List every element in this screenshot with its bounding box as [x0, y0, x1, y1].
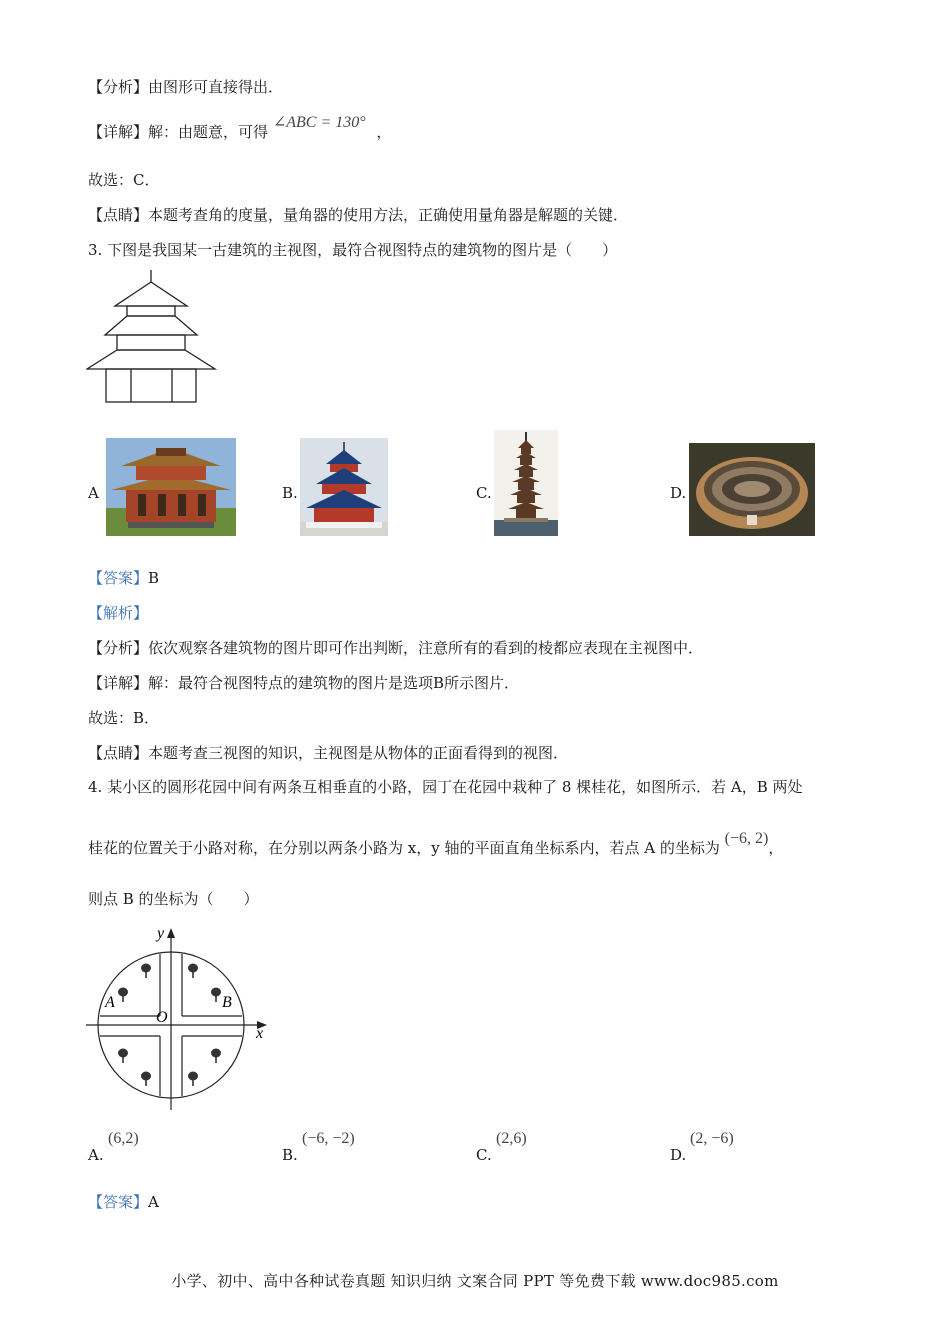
q2-comment-line [88, 205, 628, 225]
q3-detail-line [88, 673, 519, 693]
q3-solution-label: 【解析】 [88, 604, 149, 622]
q3-stem: 3. 下图是我国某一古建筑的主视图，最符合视图特点的建筑物的图片是（ ） [88, 241, 618, 259]
q3-comment-line [88, 743, 568, 763]
choice-label: D. [670, 1146, 687, 1164]
comment-label: 【点睛】 [88, 744, 149, 762]
detail-end: ， [376, 123, 392, 141]
choice-label: A. [88, 1146, 104, 1164]
choice-value: (2,6) [496, 1130, 527, 1147]
analysis-label: 【分析】 [88, 639, 149, 657]
pagoda-image [494, 430, 558, 536]
q3-analysis-line [88, 638, 703, 658]
answer-value: B [148, 569, 160, 587]
q4-stem-line-3: 则点 B 的坐标为（ ） [88, 890, 259, 908]
tower-pavilion-image [106, 438, 236, 536]
garden-coordinate-figure [84, 924, 274, 1112]
choice-value: (2, −6) [690, 1130, 734, 1147]
comment-text: 本题考查角的度量，量角器的使用方法，正确使用量角器是解题的关键． [148, 206, 629, 224]
q4-stem-line-2 [88, 830, 784, 859]
answer-label: 【答案】 [88, 1193, 149, 1211]
front-view-drawing [86, 268, 220, 404]
detail-text: 解：最符合视图特点的建筑物的图片是选项B所示图片． [148, 674, 520, 692]
q3-option-b-label: B. [282, 484, 298, 502]
choice-value: (−6, −2) [302, 1130, 355, 1147]
q3-answer-line [88, 568, 159, 588]
q2-detail-line [88, 114, 392, 143]
q3-option-c-label: C. [476, 484, 492, 502]
answer-label: 【答案】 [88, 569, 149, 587]
y-axis-label: y [157, 925, 165, 942]
q4-answer-line [88, 1192, 159, 1212]
comment-text: 本题考查三视图的知识，主视图是从物体的正面看得到的视图． [148, 744, 569, 762]
choice-label: B. [282, 1146, 298, 1164]
detail-label: 【详解】 [88, 674, 149, 692]
temple-of-heaven-image [300, 438, 388, 536]
analysis-label: 【分析】 [88, 78, 149, 96]
tulou-image [689, 443, 815, 536]
choice-value: (6,2) [108, 1130, 139, 1147]
x-axis-label: x [256, 1025, 264, 1042]
stem-end: ， [768, 839, 784, 857]
analysis-text: 由图形可直接得出． [148, 78, 284, 96]
q2-analysis-line [88, 77, 283, 97]
q3-option-d-label: D. [670, 484, 687, 502]
q3-choice-line: 故选：B． [88, 709, 160, 727]
stem-text: 桂花的位置关于小路对称，在分别以两条小路为 x，y 轴的平面直角坐标系内，若点 A 的坐标为 [88, 839, 720, 857]
answer-value: A [148, 1193, 159, 1211]
angle-formula: ∠ABC = 130° [272, 114, 366, 131]
choice-label: C. [476, 1146, 492, 1164]
q2-choice-line: 故选：C． [88, 171, 160, 189]
analysis-text: 依次观察各建筑物的图片即可作出判断，注意所有的看到的棱都应表现在主视图中． [148, 639, 704, 657]
q3-option-a-label: A [88, 484, 99, 502]
origin-label: O [156, 1009, 168, 1026]
point-a-label: A [105, 994, 115, 1011]
point-a-coordinate: (−6, 2) [724, 830, 769, 847]
q4-stem-line-1: 4. 某小区的圆形花园中间有两条互相垂直的小路，园丁在花园中栽种了 8 棵桂花，如图所示．若 A，B 两处 [88, 778, 803, 796]
detail-label: 【详解】 [88, 123, 149, 141]
detail-text: 解：由题意，可得 [148, 123, 269, 141]
comment-label: 【点睛】 [88, 206, 149, 224]
page-footer: 小学、初中、高中各种试卷真题 知识归纳 文案合同 PPT 等免费下载 www.doc985.com [171, 1272, 779, 1290]
point-b-label: B [222, 994, 232, 1011]
